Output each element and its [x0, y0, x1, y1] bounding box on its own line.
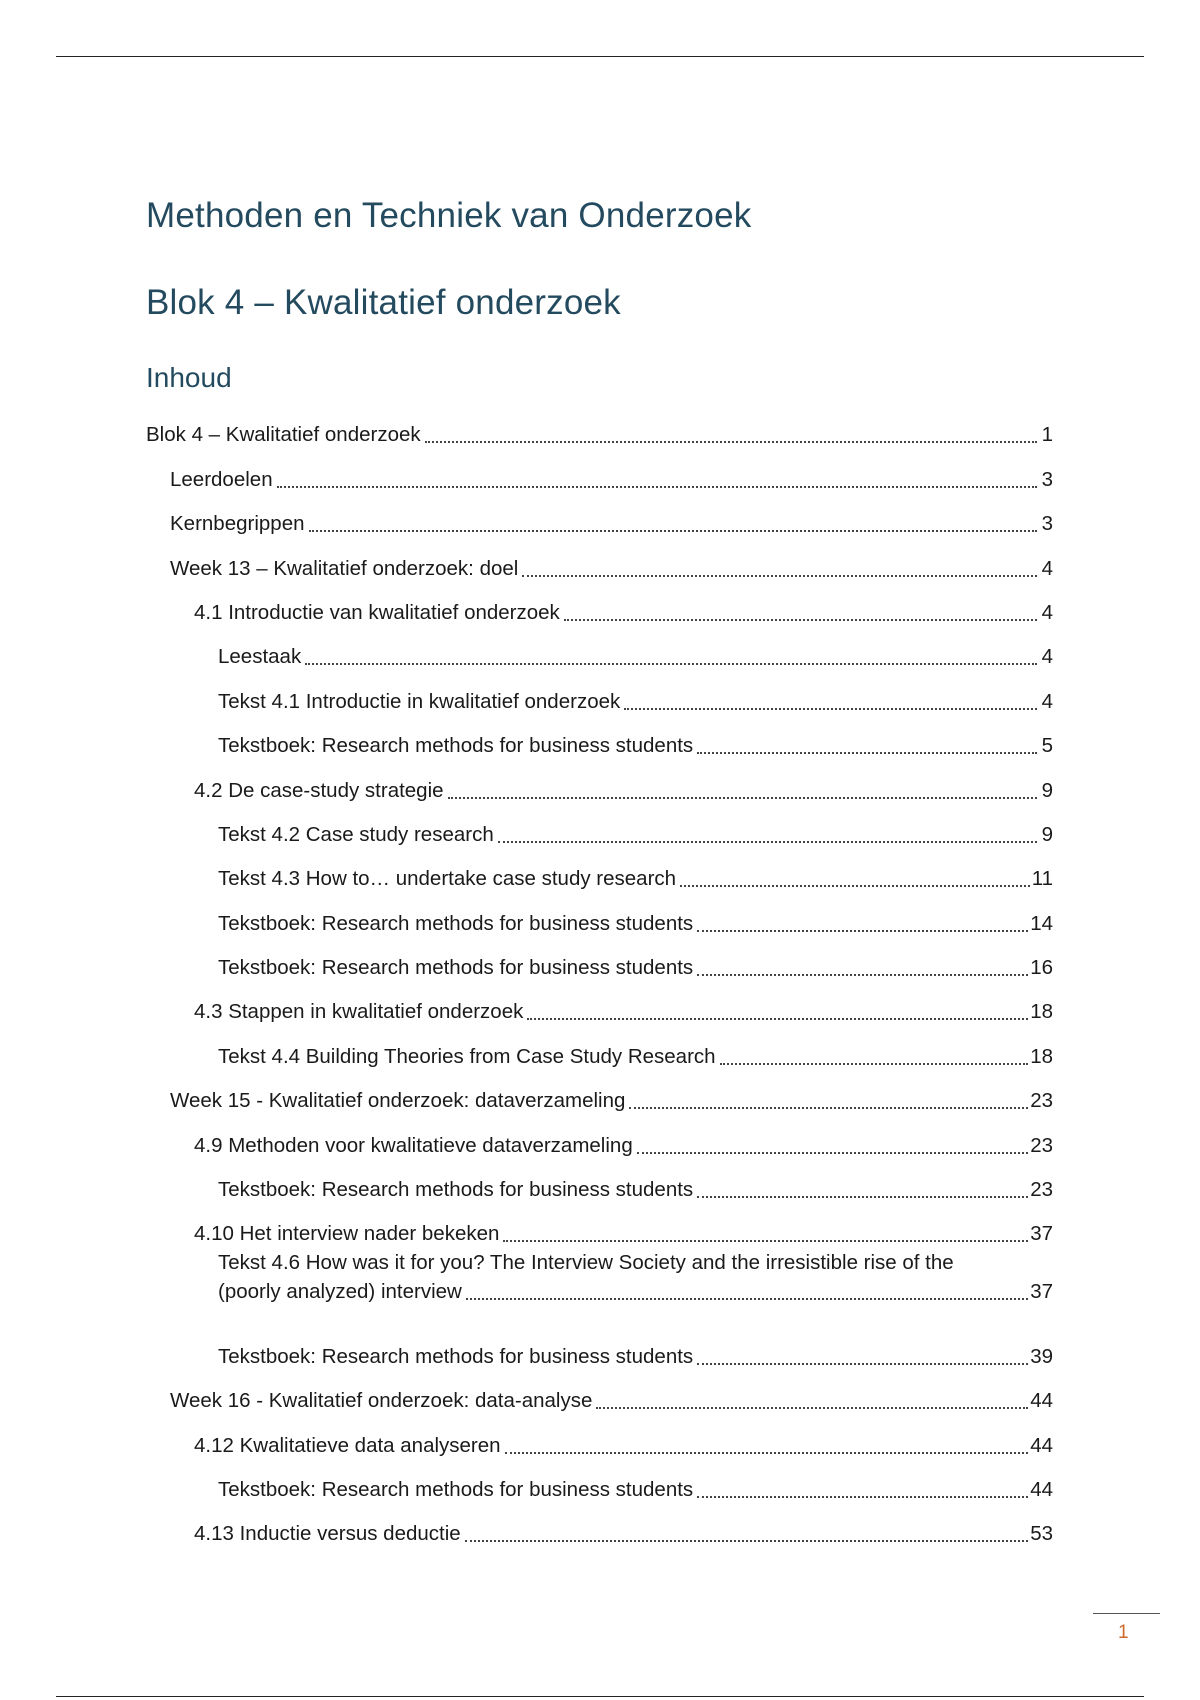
toc-leader: [680, 885, 1030, 887]
toc-entry[interactable]: [146, 891, 1053, 935]
toc-entry-label: Tekstboek: Research methods for business students: [218, 1178, 694, 1202]
toc-entry[interactable]: [146, 1113, 1053, 1157]
toc-entry[interactable]: [146, 803, 1053, 847]
toc-entry-label: Blok 4 – Kwalitatief onderzoek: [146, 423, 421, 447]
toc-entry-label: Leestaak: [218, 645, 302, 669]
toc-entry-label: Tekstboek: Research methods for business students: [218, 734, 694, 758]
toc-entry-label: Tekst 4.6 How was it for you? The Interview Society and the irresistible rise of the: [218, 1251, 954, 1275]
toc-entry-page: 9: [1041, 778, 1053, 802]
toc-entry[interactable]: [146, 980, 1053, 1024]
toc-entry[interactable]: [146, 1324, 1053, 1368]
table-of-contents: [146, 403, 1053, 1546]
toc-entry[interactable]: [146, 447, 1053, 491]
toc-entry-page: 39: [1030, 1344, 1053, 1368]
toc-entry[interactable]: [146, 492, 1053, 536]
toc-entry-label: Tekst 4.1 Introductie in kwalitatief onderzoek: [218, 689, 621, 713]
toc-entry[interactable]: [146, 1158, 1053, 1202]
toc-leader: [697, 1196, 1028, 1198]
toc-leader: [527, 1018, 1028, 1020]
toc-entry-label: Week 16 - Kwalitatief onderzoek: data-analyse: [170, 1389, 593, 1413]
toc-entry-label: Leerdoelen: [170, 467, 273, 491]
toc-entry-page: 4: [1041, 556, 1053, 580]
page-number: 1: [1118, 1622, 1129, 1643]
toc-entry-page: 4: [1041, 600, 1053, 624]
toc-entry-page: 5: [1041, 734, 1053, 758]
toc-entry-label: 4.3 Stappen in kwalitatief onderzoek: [194, 1000, 524, 1024]
toc-entry-label: Tekstboek: Research methods for business students: [218, 1344, 694, 1368]
toc-entry-label-continued: (poorly analyzed) interview: [218, 1280, 462, 1304]
toc-entry[interactable]: [146, 1413, 1053, 1457]
toc-leader: [697, 930, 1028, 932]
toc-entry-page: 44: [1030, 1389, 1053, 1413]
toc-entry[interactable]: [146, 669, 1053, 713]
toc-entry-page: 18: [1030, 1000, 1053, 1024]
toc-entry-page: 44: [1030, 1477, 1053, 1501]
toc-entry-label: 4.9 Methoden voor kwalitatieve dataverzameling: [194, 1133, 633, 1157]
toc-leader: [277, 486, 1037, 488]
toc-entry-label: Tekstboek: Research methods for business students: [218, 1477, 694, 1501]
toc-entry[interactable]: [146, 936, 1053, 980]
toc-heading: Inhoud: [146, 362, 232, 393]
toc-entry-page: 3: [1041, 512, 1053, 536]
toc-leader: [697, 974, 1028, 976]
toc-leader: [720, 1063, 1029, 1065]
footer-border: [56, 1696, 1144, 1697]
toc-entry-page: 11: [1031, 867, 1053, 891]
toc-entry-label: Tekst 4.2 Case study research: [218, 822, 494, 846]
toc-entry-page: 37: [1030, 1222, 1053, 1246]
toc-entry[interactable]: [146, 536, 1053, 580]
toc-entry[interactable]: [146, 625, 1053, 669]
toc-entry-page: 16: [1030, 956, 1053, 980]
footer-rule: [1093, 1613, 1160, 1614]
toc-leader: [624, 708, 1037, 710]
toc-entry-label: 4.2 De case-study strategie: [194, 778, 444, 802]
toc-leader: [309, 530, 1038, 532]
toc-leader: [637, 1152, 1028, 1154]
toc-entry-page: 37: [1030, 1280, 1053, 1304]
toc-leader: [596, 1407, 1028, 1409]
toc-entry[interactable]: [146, 847, 1053, 891]
toc-entry[interactable]: [146, 1246, 1053, 1324]
toc-entry-page: 4: [1041, 689, 1053, 713]
toc-entry-label: 4.10 Het interview nader bekeken: [194, 1222, 500, 1246]
toc-entry[interactable]: [146, 1024, 1053, 1068]
toc-leader: [697, 1496, 1028, 1498]
document-subtitle: Blok 4 – Kwalitatief onderzoek: [146, 283, 621, 322]
toc-leader: [448, 797, 1037, 799]
toc-entry[interactable]: [146, 1502, 1053, 1546]
toc-entry-label: Tekstboek: Research methods for business students: [218, 911, 694, 935]
toc-entry-page: 23: [1030, 1133, 1053, 1157]
toc-leader: [697, 752, 1037, 754]
document-title: Methoden en Techniek van Onderzoek: [146, 196, 752, 235]
toc-entry[interactable]: [146, 1202, 1053, 1246]
toc-entry-page: 4: [1041, 645, 1053, 669]
toc-entry-page: 44: [1030, 1433, 1053, 1457]
header-rule: [56, 56, 1144, 57]
toc-entry-label: Week 15 - Kwalitatief onderzoek: dataverzameling: [170, 1089, 626, 1113]
toc-entry-label: Kernbegrippen: [170, 512, 305, 536]
toc-entry[interactable]: [146, 581, 1053, 625]
toc-entry-page: 9: [1041, 822, 1053, 846]
toc-entry-label: 4.12 Kwalitatieve data analyseren: [194, 1433, 501, 1457]
toc-entry-page: 14: [1030, 911, 1053, 935]
toc-entry-label: Week 13 – Kwalitatief onderzoek: doel: [170, 556, 519, 580]
toc-leader: [466, 1298, 1028, 1300]
toc-leader: [425, 441, 1037, 443]
toc-entry-page: 53: [1030, 1522, 1053, 1546]
toc-leader: [305, 663, 1037, 665]
toc-entry-label: Tekst 4.3 How to… undertake case study research: [218, 867, 677, 891]
toc-leader: [505, 1452, 1029, 1454]
toc-entry[interactable]: [146, 1458, 1053, 1502]
toc-entry-label: 4.13 Inductie versus deductie: [194, 1522, 461, 1546]
toc-entry-page: 1: [1041, 423, 1053, 447]
toc-entry-page: 23: [1030, 1089, 1053, 1113]
toc-entry[interactable]: [146, 403, 1053, 447]
toc-leader: [697, 1363, 1028, 1365]
toc-entry-page: 3: [1041, 467, 1053, 491]
toc-leader: [498, 841, 1037, 843]
toc-leader: [522, 575, 1037, 577]
toc-leader: [629, 1107, 1028, 1109]
toc-entry[interactable]: [146, 1369, 1053, 1413]
toc-entry-label: 4.1 Introductie van kwalitatief onderzoek: [194, 600, 560, 624]
toc-leader: [503, 1240, 1028, 1242]
toc-entry[interactable]: [146, 758, 1053, 802]
toc-entry-page: 23: [1030, 1178, 1053, 1202]
toc-entry-page: 18: [1030, 1044, 1053, 1068]
toc-entry-label: Tekst 4.4 Building Theories from Case Study Research: [218, 1044, 716, 1068]
toc-entry[interactable]: [146, 714, 1053, 758]
toc-entry-label: Tekstboek: Research methods for business students: [218, 956, 694, 980]
toc-leader: [465, 1540, 1029, 1542]
toc-entry[interactable]: [146, 1069, 1053, 1113]
toc-leader: [564, 619, 1037, 621]
